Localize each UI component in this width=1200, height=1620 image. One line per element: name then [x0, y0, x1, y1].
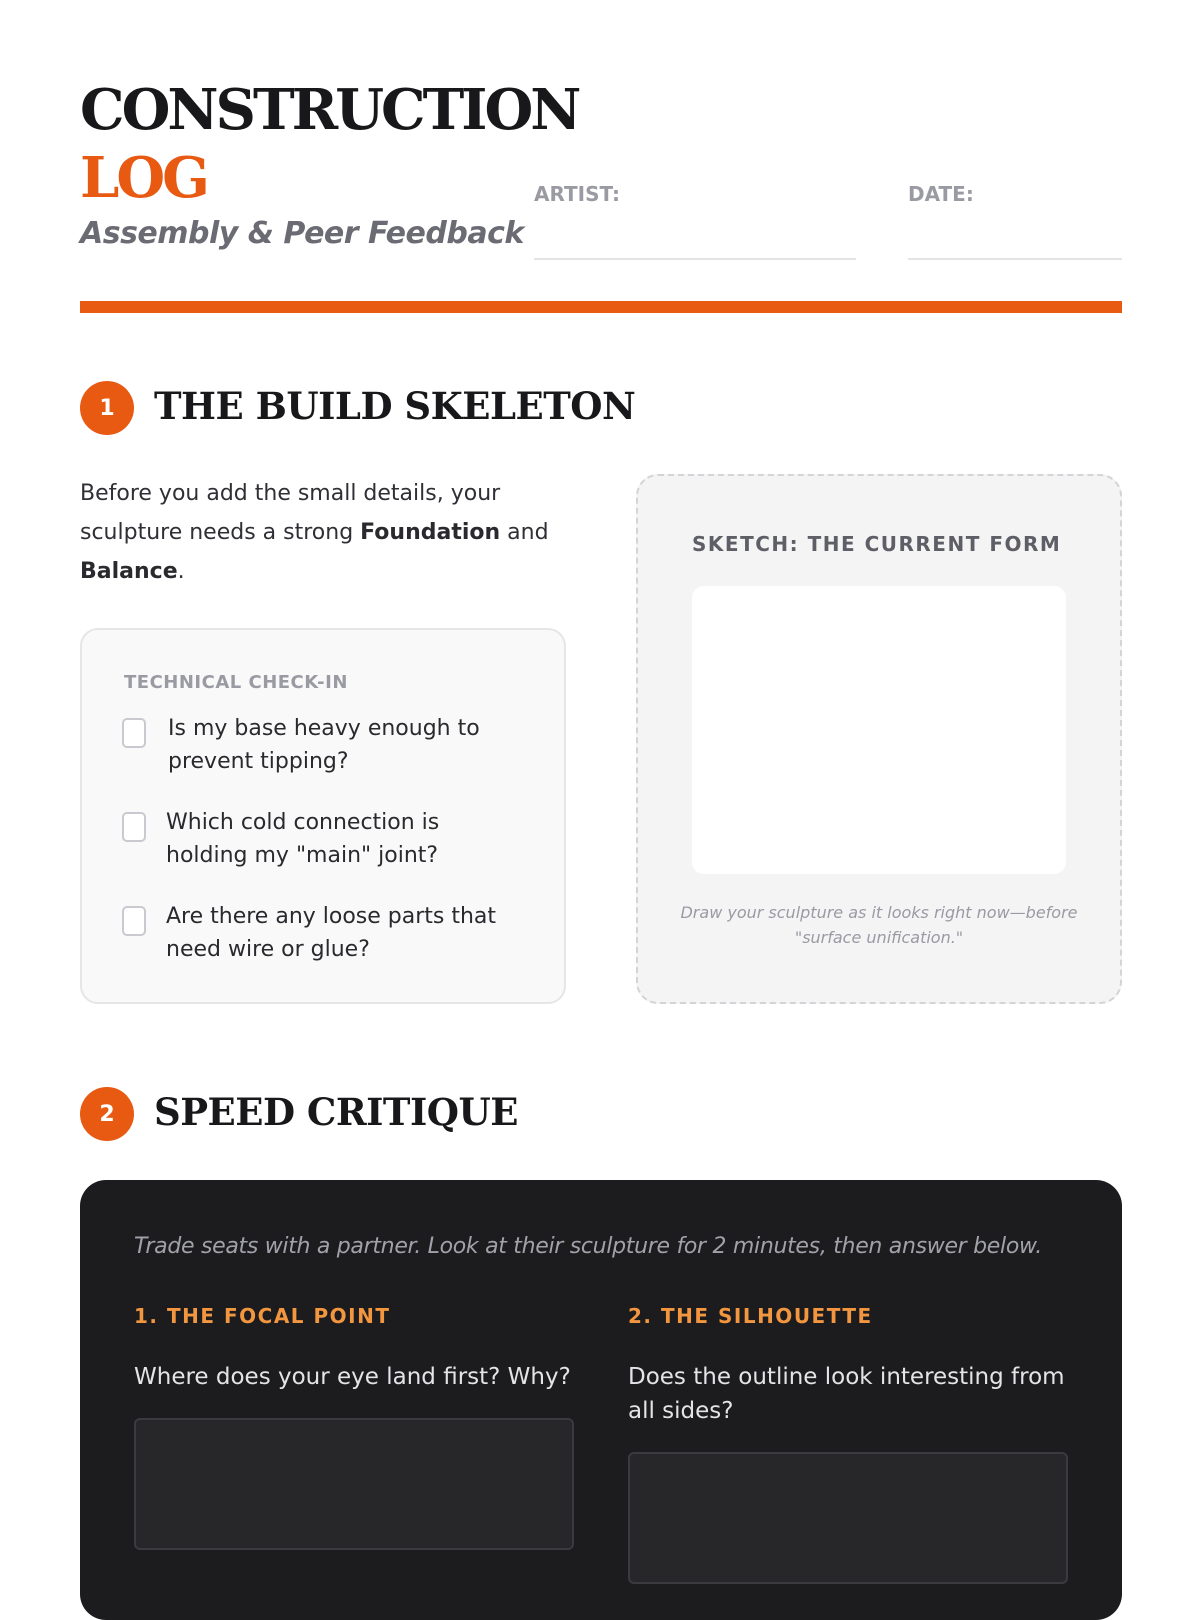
sketch-card: [636, 474, 1122, 1004]
checkbox[interactable]: [122, 812, 146, 842]
answer-field-silhouette[interactable]: [628, 1452, 1068, 1584]
page-title: CONSTRUCTION: [80, 77, 579, 143]
intro-emphasis-foundation: Foundation: [360, 520, 501, 545]
question-heading-focal-point: 1. THE FOCAL POINT: [134, 1304, 391, 1328]
checkbox[interactable]: [122, 718, 146, 748]
question-text-silhouette: Does the outline look interesting from all sides?: [628, 1364, 1065, 1424]
date-label: DATE:: [908, 182, 974, 206]
technical-checklist-card: [80, 628, 566, 1004]
checklist-item-text: Are there any loose parts that need wire or glue?: [166, 904, 497, 962]
checkbox[interactable]: [122, 906, 146, 936]
page-subtitle: Assembly & Peer Feedback: [80, 216, 524, 251]
answer-field-focal-point[interactable]: [134, 1418, 574, 1550]
sketch-caption: Draw your sculpture as it looks right now—before "surface unification.": [680, 903, 1078, 947]
header-divider: [80, 301, 1122, 313]
page-title-accent: LOG: [80, 145, 207, 211]
checklist-item-text: Is my base heavy enough to prevent tipping?: [168, 716, 480, 774]
question-text-focal-point: Where does your eye land first? Why?: [134, 1364, 571, 1390]
sketch-heading: SKETCH: THE CURRENT FORM: [692, 532, 1062, 556]
critique-instructions: Trade seats with a partner. Look at their sculpture for 2 minutes, then answer below.: [134, 1234, 1042, 1259]
section-number-badge: 2: [80, 1087, 134, 1141]
intro-text: Before you add the small details, your sculpture needs a strong: [80, 481, 501, 545]
question-heading-silhouette: 2. THE SILHOUETTE: [628, 1304, 873, 1328]
section-title: SPEED CRITIQUE: [154, 1090, 518, 1134]
artist-field[interactable]: [534, 258, 856, 260]
section-intro: [80, 474, 560, 591]
critique-panel: [80, 1180, 1122, 1620]
artist-label: ARTIST:: [534, 182, 621, 206]
intro-text-connector: and: [500, 520, 549, 545]
section-number-badge: 1: [80, 381, 134, 435]
sketch-drawing-area[interactable]: [692, 586, 1066, 874]
section-title: THE BUILD SKELETON: [154, 384, 636, 428]
checklist-item-text: Which cold connection is holding my "main" joint?: [166, 810, 440, 868]
date-field[interactable]: [908, 258, 1122, 260]
intro-emphasis-balance: Balance: [80, 559, 178, 584]
intro-text-end: .: [177, 559, 185, 584]
checklist-heading: TECHNICAL CHECK-IN: [124, 672, 348, 693]
